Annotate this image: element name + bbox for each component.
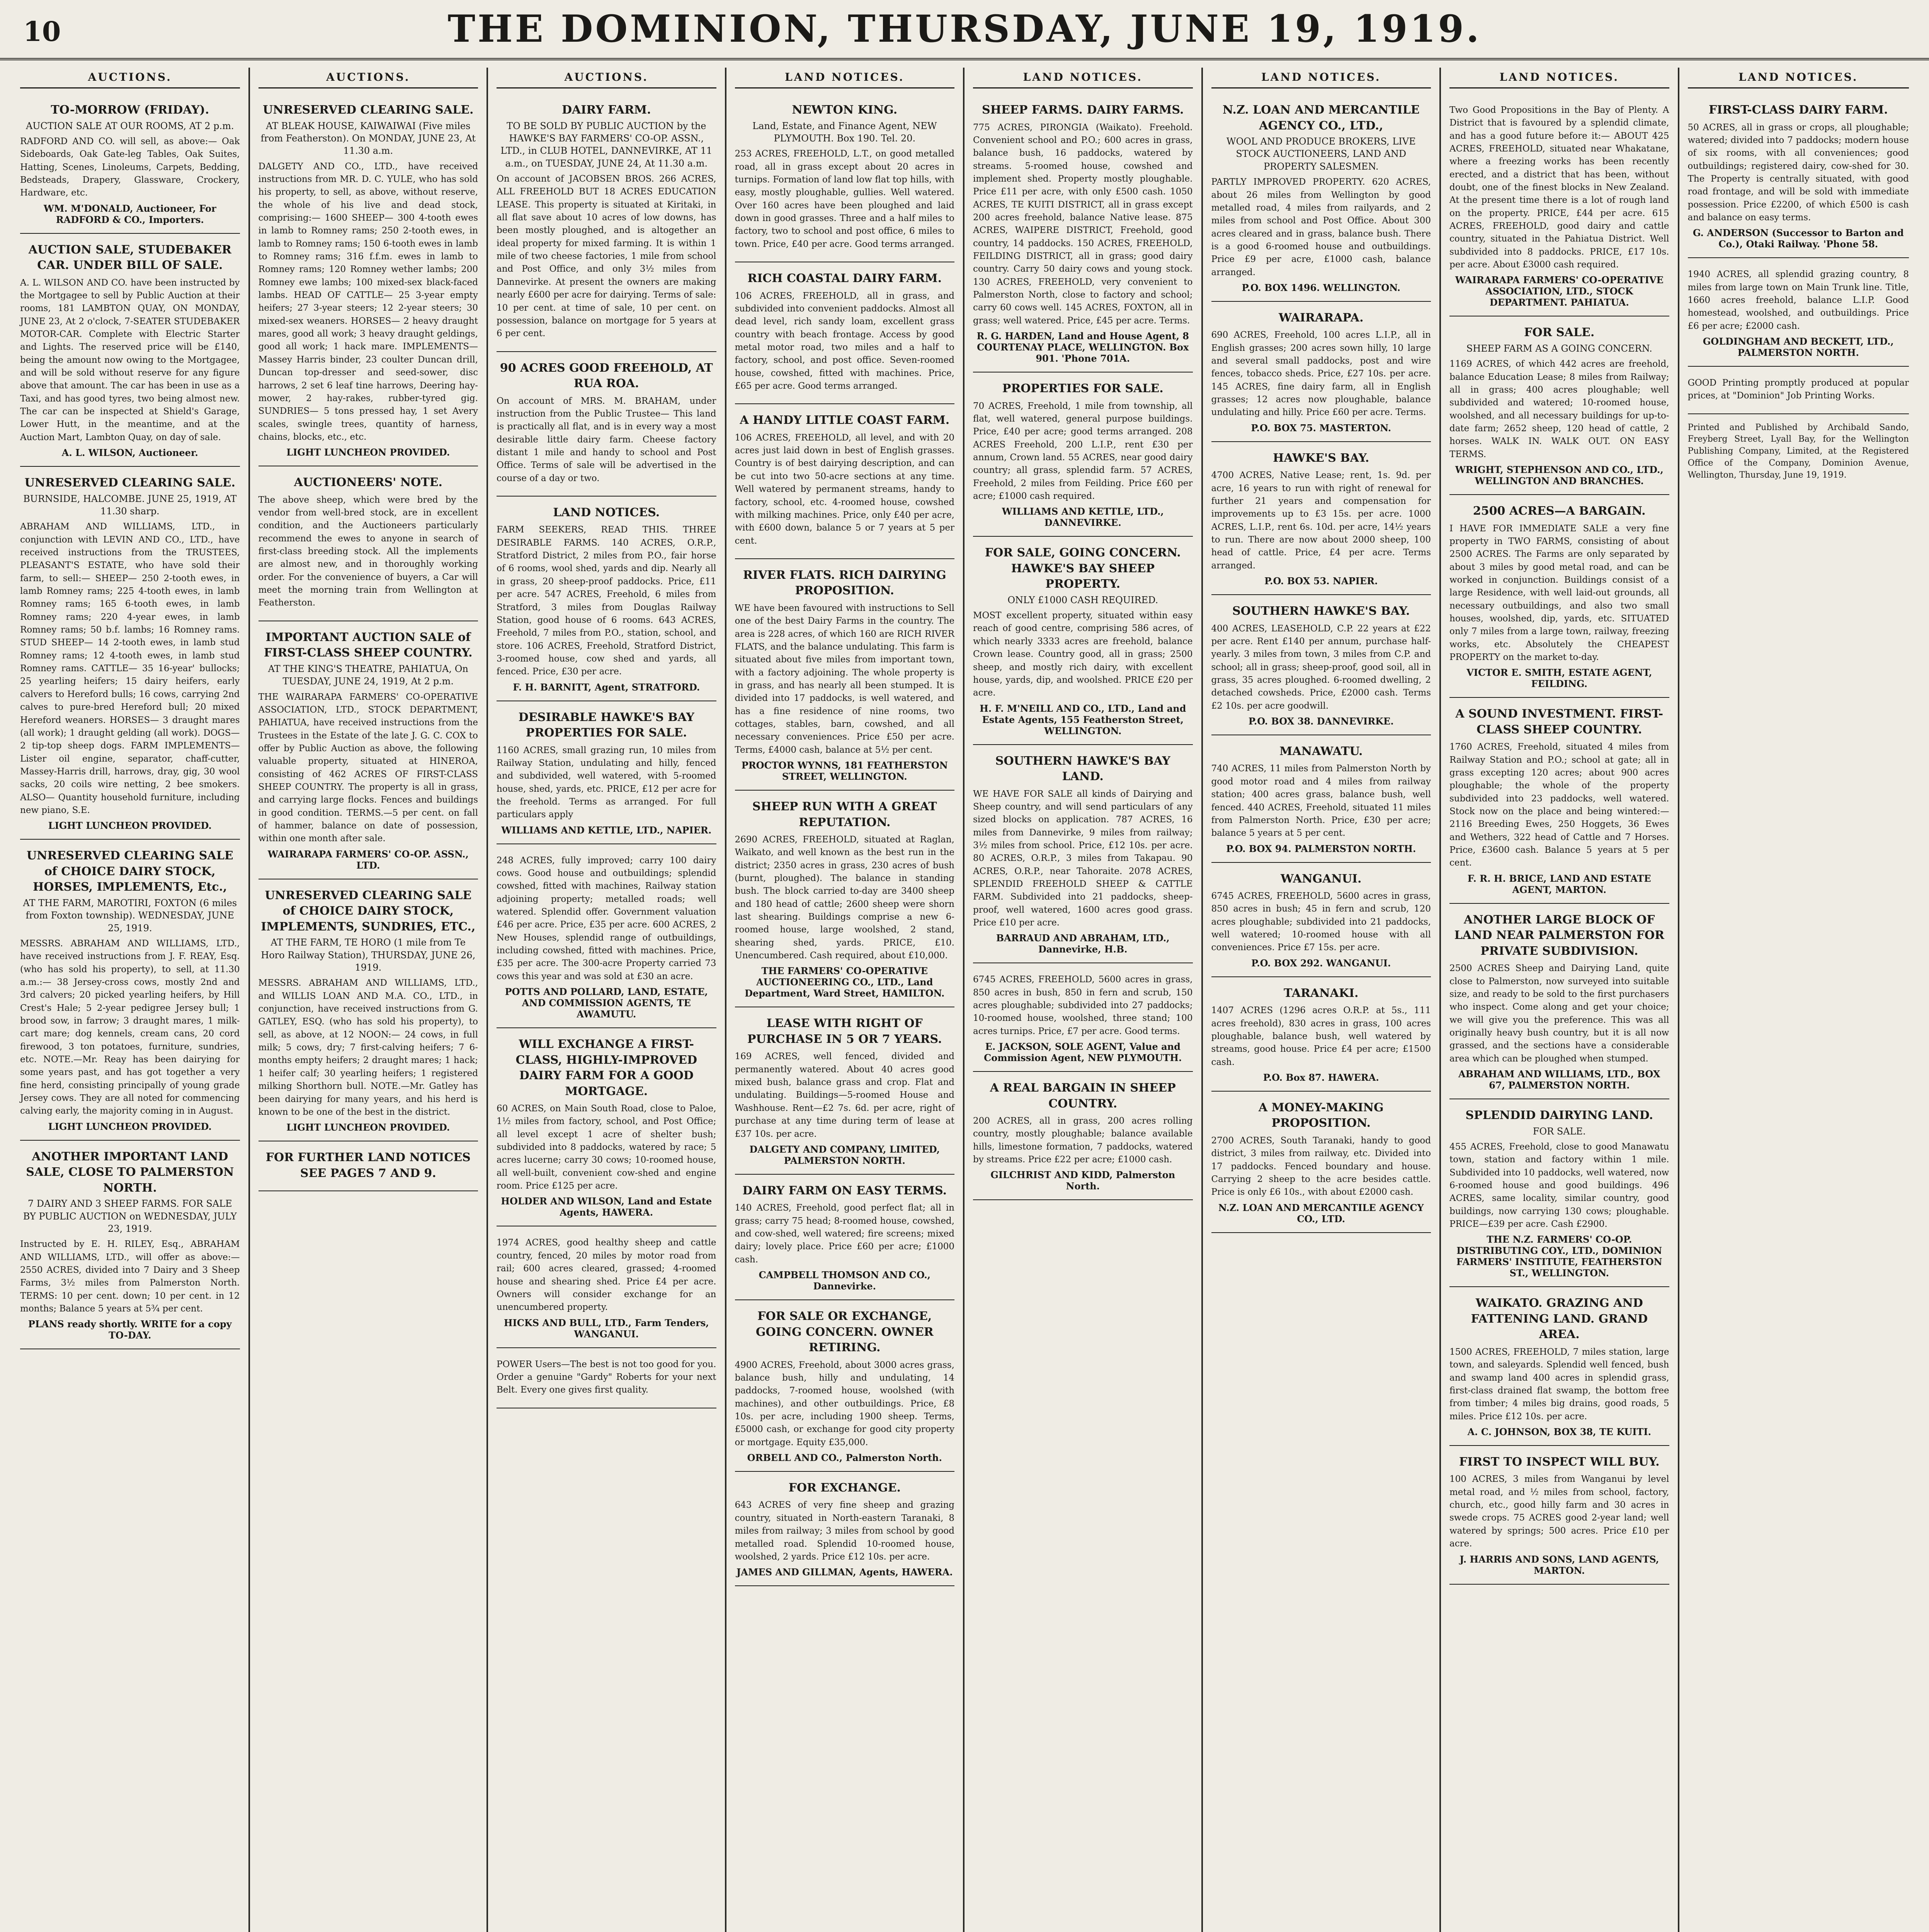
ad-signature: DALGETY AND COMPANY, LIMITED, PALMERSTON NORTH. (749, 1143, 940, 1166)
ad-body-text: THE WAIRARAPA FARMERS' CO-OPERATIVE ASSOCIATION, LTD., STOCK DEPARTMENT, PAHIATUA, have received instructions from the Trustees in the Estate of the late J. G. C. COX to offer by Public Auction as above, the following valuable property, situated at HINEROA, consisting of 462 ACRES OF FIRST-CLASS SHEEP COUNTRY. The property is all in grass, and carrying large flocks. Fences and buildings in good condition. TERMS.—5 per cent. on fall of hammer, balance on date of possession, within one month after sale. (258, 692, 478, 844)
ad-body-text: POWER Users—The best is not too good for you. Order a genuine "Gardy" Roberts for your next Belt. Every one gives first quality. (497, 1359, 716, 1395)
ad-signature: VICTOR E. SMITH, ESTATE AGENT, FEILDING. (1466, 667, 1652, 690)
ad-body-text: 643 ACRES of very fine sheep and grazing country, situated in North-eastern Taranaki, 8 miles from railway; 3 miles from school by good metalled road. Splendid 10-roomed house, woolshed, 2 yards. Price £12 10s. per acre. (735, 1500, 954, 1562)
ad-headline: A REAL BARGAIN IN SHEEP COUNTRY. (990, 1081, 1176, 1111)
ad-subheading: FOR SALE. (1533, 1126, 1586, 1137)
advertisement (20, 234, 240, 467)
ad-headline: WAIKATO. GRAZING AND FATTENING LAND. GRAND AREA. (1471, 1296, 1648, 1342)
ad-signature: ORBELL AND CO., Palmerston North. (747, 1452, 942, 1463)
ad-headline: A SOUND INVESTMENT. FIRST-CLASS SHEEP COUNTRY. (1455, 707, 1664, 736)
advertisement (973, 537, 1193, 745)
ad-signature: F. R. H. BRICE, LAND AND ESTATE AGENT, MARTON. (1467, 872, 1651, 895)
ad-headline: FOR EXCHANGE. (788, 1481, 901, 1495)
ad-body-text: 100 ACRES, 3 miles from Wanganui by level metal road, and ½ miles from school, factory, church, etc., good hilly farm and 30 acres in swede crops. 75 ACRES good 2-year land; well watered by springs; 500 acres. Price £10 per acre. (1449, 1474, 1669, 1549)
ad-body-text: MOST excellent property, situated within easy reach of good centre, comprising 586 acres, of which nearly 3333 acres are freehold, balance Crown lease. Country good, all in grass; 2500 sheep, and mostly rich dairy, with excellent house, yards, dip, and woolshed. PRICE £20 per acre. (973, 611, 1193, 698)
ad-headline: AUCTIONEERS' NOTE. (294, 476, 442, 490)
ad-body-text: On account of MRS. M. BRAHAM, under instruction from the Public Trustee— This land is practically all flat, and is in every way a most desirable little dairy farm. Cheese factory distant 1 mile and handy to school and Post Office. Terms of sale will be advertised in the course of a day or two. (497, 396, 716, 483)
ad-signature: WRIGHT, STEPHENSON AND CO., LTD., WELLINGTON AND BRANCHES. (1455, 464, 1664, 487)
advertisement (735, 791, 955, 1007)
ad-headline: SOUTHERN HAWKE'S BAY. (1232, 604, 1410, 618)
ad-signature: LIGHT LUNCHEON PROVIDED. (48, 820, 212, 832)
ad-signature: CAMPBELL THOMSON AND CO., Dannevirke. (759, 1269, 931, 1292)
advertisement (1449, 1287, 1669, 1446)
ad-body-text: 70 ACRES, Freehold, 1 mile from township, all flat, well watered, general purpose buildings. Price, £40 per acre; good terms arranged. 208 ACRES Freehold, 200 L.I.P., rent £30 per annum, Crown land. 55 ACRES, near good dairy country; all grass, splendid farm. 57 ACRES, Freehold, 2 miles from Feilding. Price £60 per acre; £1000 cash required. (973, 401, 1193, 501)
advertisement (1688, 94, 1909, 258)
advertisement (1449, 1446, 1669, 1585)
advertisement (1449, 698, 1669, 903)
ad-headline: TARANAKI. (1284, 986, 1359, 1000)
ad-headline: FOR SALE, GOING CONCERN. HAWKE'S BAY SHEEP PROPERTY. (985, 546, 1181, 591)
ad-body-text: GOOD Printing promptly produced at popular prices, at "Dominion" Job Printing Works. (1687, 378, 1909, 401)
advertisement (20, 1141, 240, 1350)
ad-signature: WM. M'DONALD, Auctioneer, For RADFORD & CO., Importers. (43, 202, 216, 225)
ad-headline: MANAWATU. (1279, 744, 1363, 758)
advertisement (1211, 302, 1431, 442)
ad-body-text: 455 ACRES, Freehold, close to good Manawatu town, station and factory within 1 mile. Subdivided into 10 paddocks, well watered, now 6-roomed house and good buildings. 496 ACRES, same locality, similar country, good buildings, now carrying 130 cows; ploughable. PRICE—£39 per acre. Cash £2900. (1449, 1141, 1669, 1230)
ad-body-text: FARM SEEKERS, READ THIS. THREE DESIRABLE FARMS. 140 ACRES, O.R.P., Stratford District, 2 miles from P.O., fair horse of 6 rooms, wool shed, yards and dip. Nearly all in grass, 20 sheep-proof paddocks. Price, £11 per acre. 547 ACRES, Freehold, 6 miles from Stratford, 3 miles from Douglas Railway Station, good house of 6 rooms. 643 ACRES, Freehold, 7 miles from P.O., station, school, and store. 106 ACRES, Freehold, Stratford District, 3-roomed house, cow shed and yards, all fenced. Price, £30 per acre. (497, 525, 716, 677)
ad-headline: ANOTHER LARGE BLOCK OF LAND NEAR PALMERSTON FOR PRIVATE SUBDIVISION. (1454, 913, 1664, 958)
ad-subheading: AT THE KING'S THEATRE, PAHIATUA, On TUESDAY, JUNE 24, 1919, At 2 p.m. (268, 663, 468, 687)
ad-signature: F. H. BARNITT, Agent, STRATFORD. (513, 681, 700, 693)
column-heading: AUCTIONS. (259, 68, 478, 88)
ad-headline: UNRESERVED CLEARING SALE of CHOICE DAIRY STOCK, IMPLEMENTS, SUNDRIES, ETC., (261, 888, 476, 934)
ad-signature: E. JACKSON, SOLE AGENT, Value and Commission Agent, NEW PLYMOUTH. (984, 1041, 1182, 1064)
ad-headline: DAIRY FARM. (561, 103, 651, 117)
ad-headline: FIRST-CLASS DAIRY FARM. (1708, 103, 1888, 117)
ad-headline: SHEEP FARMS. DAIRY FARMS. (982, 103, 1184, 117)
advertisement (735, 262, 955, 404)
ad-headline: SOUTHERN HAWKE'S BAY LAND. (995, 754, 1170, 784)
advertisement (1211, 1092, 1431, 1233)
ad-signature: G. ANDERSON (Successor to Barton and Co.), Otaki Railway. 'Phone 58. (1693, 227, 1904, 250)
ad-subheading: ONLY £1000 CASH REQUIRED. (1007, 594, 1158, 605)
ad-headline: PROPERTIES FOR SALE. (1002, 382, 1164, 395)
ad-body-text: 1760 ACRES, Freehold, situated 4 miles from Railway Station and P.O.; school at gate; all in grass excepting 120 acres; about 900 acres ploughable; the whole of the property subdivided into 23 paddocks, well watered. Stock now on the place and being wintered:— 2116 Breeding Ewes, 250 Hoggets, 36 Ewes and Wethers, 322 head of Cattle and 7 Horses. Price, £3600 cash. Balance 5 years at 5 per cent. (1449, 742, 1669, 868)
ad-signature: HOLDER AND WILSON, Land and Estate Agents, HAWERA. (501, 1196, 712, 1218)
ad-headline: TO-MORROW (FRIDAY). (51, 103, 209, 117)
advertisement (1449, 904, 1669, 1099)
ad-headline: 90 ACRES GOOD FREEHOLD, AT RUA ROA. (500, 361, 713, 391)
ad-body-text: MESSRS. ABRAHAM AND WILLIAMS, LTD., and WILLIS LOAN AND M.A. CO., LTD., in conjunction, have received instructions from G. GATLEY, ESQ. (who has sold his property), to sell, as above, at 12 NOON:— 24 cows, in full milk; 5 cows, dry; 7 first-calving heifers; 7 6-months empty heifers; 2 draught mares; 1 hack; 1 heifer calf; 30 yearling heifers; 1 registered milking Shorthorn bull. NOTE.—Mr. Gatley has been dairying for many years, and his herd is known to be one of the best in the district. (258, 978, 478, 1117)
ad-headline: UNRESERVED CLEARING SALE. (263, 103, 474, 117)
ad-body-text: 106 ACRES, FREEHOLD, all in grass, and subdivided into convenient paddocks. Almost all dead level, rich sandy loam, excellent grass country with beach frontage. Access by good metal motor road, two miles and a half to factory, school, and post office. Seven-roomed house, cowshed, fitted with machines. Price, £65 per acre. Good terms arranged. (735, 291, 954, 391)
ad-signature: THE N.Z. FARMERS' CO-OP. DISTRIBUTING COY., LTD., DOMINION FARMERS' INSTITUTE, FEATHERSTON ST., WELLINGTON. (1456, 1234, 1662, 1279)
column-6 (1203, 68, 1441, 1932)
ad-body-text: 6745 ACRES, FREEHOLD, 5600 acres in grass, 850 acres in bush, 850 in fern and scrub, 150 acres ploughable; subdivided into 27 paddocks; 10-roomed house, woolshed, three stand; 100 acres turnips. Price, £7 per acre. Good terms. (973, 975, 1193, 1036)
ad-signature: WAIRARAPA FARMERS' CO-OP. ASSN., LTD. (267, 848, 469, 871)
ad-signature: P.O. Box 87. HAWERA. (1263, 1071, 1379, 1083)
ad-signature: BARRAUD AND ABRAHAM, LTD., Dannevirke, H.B. (996, 932, 1170, 955)
ad-signature: P.O. BOX 75. MASTERTON. (1251, 422, 1391, 434)
ad-signature: HICKS AND BULL, LTD., Farm Tenders, WANGANUI. (504, 1317, 709, 1340)
advertisement (259, 466, 478, 621)
ad-signature: LIGHT LUNCHEON PROVIDED. (286, 1122, 450, 1133)
ad-signature: P.O. BOX 94. PALMERSTON NORTH. (1226, 843, 1416, 854)
advertisement (1211, 863, 1431, 977)
column-7 (1441, 68, 1679, 1932)
ad-headline: 2500 ACRES—A BARGAIN. (1473, 504, 1646, 518)
ad-signature: WAIRARAPA FARMERS' CO-OPERATIVE ASSOCIATION, LTD., STOCK DEPARTMENT. PAHIATUA. (1455, 274, 1664, 308)
advertisement (1449, 94, 1669, 316)
page-number: 10 (23, 15, 61, 48)
ad-body-text: 400 ACRES, LEASEHOLD, C.P. 22 years at £22 per acre. Rent £140 per annum, purchase half-yearly. 3 miles from town, 3 miles from C.P. and school; all in grass; sheep-proof, good soil, all in grass, 35 acres ploughed. 6-roomed dwelling, 2 detached cowsheds. Price, £2000 cash. Terms £2 10s. per acre goodwill. (1211, 623, 1431, 711)
ad-signature: PROCTOR WYNNS, 181 FEATHERSTON STREET, WELLINGTON. (741, 760, 948, 782)
column-1 (12, 68, 250, 1932)
advertisement (735, 1472, 955, 1586)
advertisement (973, 745, 1193, 964)
ad-subheading: SHEEP FARM AS A GOING CONCERN. (1466, 343, 1652, 354)
advertisement (1688, 258, 1909, 367)
advertisement (497, 701, 716, 844)
ad-signature: N.Z. LOAN AND MERCANTILE AGENCY CO., LTD. (1218, 1202, 1424, 1225)
advertisement (735, 559, 955, 791)
ad-signature: A. C. JOHNSON, BOX 38, TE KUITI. (1467, 1426, 1651, 1437)
advertisement (497, 1028, 716, 1226)
ad-headline: WAIRARAPA. (1278, 311, 1364, 325)
advertisement (973, 372, 1193, 537)
ad-body-text: Instructed by E. H. RILEY, Esq., ABRAHAM AND WILLIAMS, LTD., will offer as above:— 2550 ACRES, divided into 7 Dairy and 3 Sheep Farms, 3½ miles from Palmerston North. TERMS: 10 per cent. down; 10 per cent. in 12 months; Balance 5 years at 5¾ per cent. (20, 1239, 240, 1314)
advertisement (1211, 977, 1431, 1092)
ad-headline: ANOTHER IMPORTANT LAND SALE, CLOSE TO PALMERSTON NORTH. (26, 1150, 234, 1195)
ad-body-text: 60 ACRES, on Main South Road, close to Paloe, 1½ miles from factory, school, and Post Office; all level except 1 acre of shelter bush; subdivided into 8 paddocks, watered by race; 5 acres lucerne; carry 30 cows; 10-roomed house, all well-built, convenient cow-shed and engine room. Price £125 per acre. (497, 1104, 716, 1191)
ad-signature: P.O. BOX 38. DANNEVIRKE. (1248, 715, 1394, 727)
advertisement (497, 1226, 716, 1348)
ad-body-text: The above sheep, which were bred by the vendor from well-bred stock, are in excellent condition, and the Auctioneers particularly recommend the ewes to anyone in search of first-class breeding stock. All the implements are almost new, and in thoroughly working order. For the convenience of buyers, a Car will meet the morning train from Wellington at Featherston. (258, 495, 478, 608)
ad-body-text: 1407 ACRES (1296 acres O.R.P. at 5s., 111 acres freehold), 830 acres in grass, 100 acres ploughable, balance bush, well watered by streams, good house. Price £4 per acre; £1500 cash. (1211, 1005, 1431, 1067)
ad-subheading: AUCTION SALE AT OUR ROOMS, AT 2 p.m. (26, 120, 234, 131)
column-heading: AUCTIONS. (497, 68, 716, 88)
column-3 (488, 68, 726, 1932)
ad-headline: SPLENDID DAIRYING LAND. (1465, 1109, 1653, 1122)
advertisement (1688, 367, 1909, 414)
masthead (0, 0, 1929, 60)
ad-headline: AUCTION SALE, STUDEBAKER CAR. UNDER BILL OF SALE. (28, 243, 231, 272)
advertisement (497, 352, 716, 497)
ad-body-text: 1940 ACRES, all splendid grazing country, 8 miles from large town on Main Trunk line. Title, 1660 acres freehold, balance L.I.P. Good homestead, woolshed, and outbuildings. Price £6 per acre; £2000 cash. (1687, 269, 1909, 331)
column-heading: LAND NOTICES. (1211, 68, 1431, 88)
ad-signature: WILLIAMS AND KETTLE, LTD., DANNEVIRKE. (1002, 506, 1164, 529)
column-heading: LAND NOTICES. (735, 68, 955, 88)
ad-subheading: AT BLEAK HOUSE, KAIWAIWAI (Five miles from Featherston). On MONDAY, JUNE 23, At 11.30 a.m. (260, 120, 476, 156)
ad-body-text: 2690 ACRES, FREEHOLD, situated at Raglan, Waikato, and well known as the best run in the district; 2350 acres in grass, 230 acres of bush (burnt, ploughed). The balance in standing bush. The block carried to-day are 3400 sheep and 180 head of cattle; 2600 sheep were shorn last shearing. Buildings comprise a new 6-roomed house, large woolshed, 2 stand, shearing shed, yards. PRICE, £10. Unencumbered. Cash required, about £10,000. (735, 835, 954, 961)
ad-subheading: AT THE FARM, MAROTIRI, FOXTON (6 miles from Foxton township). WEDNESDAY, JUNE 25, 1919. (23, 897, 237, 934)
ad-headline: UNRESERVED CLEARING SALE of CHOICE DAIRY STOCK, HORSES, IMPLEMENTS, Etc., (26, 849, 233, 894)
ad-headline: FIRST TO INSPECT WILL BUY. (1459, 1455, 1660, 1469)
columns-container (12, 68, 1917, 1932)
ad-subheading: BURNSIDE, HALCOMBE. JUNE 25, 1919, AT 11.30 sharp. (23, 493, 237, 517)
advertisement (497, 94, 716, 352)
ad-headline: RIVER FLATS. RICH DAIRYING PROPOSITION. (743, 568, 946, 598)
advertisement (259, 621, 478, 879)
ad-signature: ABRAHAM AND WILLIAMS, LTD., BOX 67, PALMERSTON NORTH. (1458, 1068, 1660, 1091)
ad-body-text: DALGETY AND CO., LTD., have received instructions from MR. D. C. YULE, who has sold his property, to sell, as above, without reserve, the whole of his live and dead stock, comprising:— 1600 SHEEP— 300 4-tooth ewes in lamb to Romney rams; 250 2-tooth ewes, in lamb to Romney rams; 150 6-tooth ewes in lamb to Romney rams; 316 f.f.m. ewes in lamb to Romney rams; 120 Romney wether lambs; 200 Romney ewe lambs; 100 mixed-sex black-faced lambs. HEAD OF CATTLE— 25 3-year empty heifers; 27 3-year steers; 12 2-year steers; 30 mixed-sex weaners. HORSES— 2 heavy draught mares, good all work; 3 heavy draught geldings, good all work; 1 hack mare. IMPLEMENTS— Massey Harris binder, 23 coulter Duncan drill, Duncan top-dresser and seed-sower, disc harrows, 2 set 6 leaf tine harrows, Deering hay-mower, 2 hay-rakes, rubber-tyred gig. SUNDRIES— 5 tons pressed hay, 1 set Avery scales, swingle trees, quantity of harness, chains, blocks, etc., etc. (258, 161, 478, 442)
ad-body-text: On account of JACOBSEN BROS. 266 ACRES, ALL FREEHOLD BUT 18 ACRES EDUCATION LEASE. This property is situated at Kiritaki, in all flat save about 10 acres of low downs, has been mostly ploughed, and is altogether an ideal property for mixed farming. It is within 1 mile of two cheese factories, 1 mile from school and Post Office, and only 3½ miles from Dannevirke. At present the owners are making nearly £600 per acre for dairying. Terms of sale: 10 per cent. at time of sale, 10 per cent. on possession, balance on mortgage for 5 years at 6 per cent. (497, 174, 716, 339)
ad-body-text: 775 ACRES, PIRONGIA (Waikato). Freehold. Convenient school and P.O.; 600 acres in grass, balance bush, 16 paddocks, watered by streams. 5-roomed house, cowshed and implement shed. Property mostly ploughable. Price £11 per acre, with only £500 cash. 1050 ACRES, TE KUITI DISTRICT, all in grass except 200 acres freehold, balance Native lease. 875 ACRES, WAIPERE DISTRICT, Freehold, good country, 14 paddocks. 150 ACRES, FREEHOLD, FEILDING DISTRICT, all in grass; good dairy country. Carry 50 dairy cows and young stock. 130 ACRES, FREEHOLD, very convenient to Palmerston North, close to factory and school; carry 60 cows well. 145 ACRES, FOXTON, all in grass; well watered. Price, £45 per acre. Terms. (973, 122, 1193, 326)
ad-headline: IMPORTANT AUCTION SALE of FIRST-CLASS SHEEP COUNTRY. (264, 630, 473, 660)
advertisement (1211, 735, 1431, 863)
ad-subheading: AT THE FARM, TE HORO (1 mile from Te Horo Railway Station), THURSDAY, JUNE 26, 1919. (261, 937, 476, 973)
ad-signature: POTTS AND POLLARD, LAND, ESTATE, AND COMMISSION AGENTS, TE AWAMUTU. (505, 986, 708, 1020)
ad-body-text: 1169 ACRES, of which 442 acres are freehold, balance Education Lease; 8 miles from Railway; all in grass; 400 acres ploughable; well subdivided and watered; 10-roomed house, woolshed, and all necessary buildings for up-to-date farm; 2652 sheep, 120 head of cattle, 2 horses. WALK IN. WALK OUT. ON EASY TERMS. (1449, 359, 1669, 459)
ad-subheading: 7 DAIRY AND 3 SHEEP FARMS. FOR SALE BY PUBLIC AUCTION on WEDNESDAY, JULY 23, 1919. (23, 1198, 237, 1235)
advertisement (497, 1348, 716, 1408)
ad-headline: HAWKE'S BAY. (1273, 451, 1369, 465)
ad-body-text: PARTLY IMPROVED PROPERTY. 620 ACRES, about 26 miles from Wellington by good metalled road, 4 miles from railyards, and 2 miles from school and Post Office. About 300 acres cleared and in grass, balance bush. There is a good 6-roomed house and outbuildings. Price £9 per acre, £1000 cash, balance arranged. (1211, 177, 1431, 277)
advertisement (735, 404, 955, 559)
ad-headline: DESIRABLE HAWKE'S BAY PROPERTIES FOR SALE. (518, 710, 694, 740)
ad-headline: SHEEP RUN WITH A GREAT REPUTATION. (752, 800, 937, 829)
column-heading: AUCTIONS. (20, 68, 240, 88)
ad-subheading: TO BE SOLD BY PUBLIC AUCTION by the HAWKE'S BAY FARMERS' CO-OP. ASSN., LTD., in CLUB HOTEL, DANNEVIRKE, AT 11 a.m., on TUESDAY, JUNE 24, At 11.30 a.m. (500, 120, 713, 169)
ad-body-text: 4700 ACRES, Native Lease; rent, 1s. 9d. per acre, 16 years to run with right of renewal for further 21 years and compensation for improvements up to £3 15s. per acre. 1000 ACRES, L.I.P., rent 6s. 10d. per acre, 14½ years to run. There are now about 2000 sheep, 100 head of cattle. Price, £4 per acre. Terms arranged. (1211, 470, 1431, 571)
advertisement (259, 94, 478, 466)
ad-body-text: 253 ACRES, FREEHOLD, L.T., on good metalled road, all in grass except about 20 acres in turnips. Formation of land low flat top hills, with easy, mostly ploughable, gullies. Well watered. Over 160 acres have been ploughed and laid down in good grasses. Three and a half miles to factory, two to school and post office, 6 miles to town. Price, £40 per acre. Good terms arranged. (735, 149, 954, 249)
advertisement (20, 467, 240, 840)
ad-signature: GOLDINGHAM AND BECKETT, LTD., PALMERSTON NORTH. (1703, 335, 1894, 358)
advertisement (497, 497, 716, 701)
advertisement (20, 94, 240, 234)
advertisement (735, 1175, 955, 1300)
ad-headline: RICH COASTAL DAIRY FARM. (747, 272, 942, 286)
advertisement (1449, 316, 1669, 495)
advertisement (497, 844, 716, 1028)
ad-body-text: 200 ACRES, all in grass, 200 acres rolling country, mostly ploughable; balance available hills, limestone formation, 7 paddocks, watered by streams. Price £22 per acre; £1000 cash. (973, 1116, 1193, 1165)
ad-headline: A HANDY LITTLE COAST FARM. (740, 413, 950, 427)
ad-headline: A MONEY-MAKING PROPOSITION. (1258, 1100, 1384, 1130)
ad-headline: LEASE WITH RIGHT OF PURCHASE IN 5 OR 7 YEARS. (747, 1017, 942, 1046)
advertisement (20, 840, 240, 1140)
ad-body-text: WE HAVE FOR SALE all kinds of Dairying and Sheep country, and will send particulars of any sized blocks on application. 787 ACRES, 16 miles from Dannevirke, 9 miles from railway; 3½ miles from school. Price, £12 10s. per acre. 80 ACRES, O.R.P., 3 miles from Takapau. 90 ACRES, O.R.P., near Tahoraite. 2078 ACRES, SPLENDID FREEHOLD SHEEP & CATTLE FARM. Subdivided into 21 paddocks, sheep-proof, well watered, 1600 acres good grass. Price £10 per acre. (973, 789, 1193, 928)
ad-body-text: 1160 ACRES, small grazing run, 10 miles from Railway Station, undulating and hilly, fenced and subdivided, well watered, with 5-roomed house, shed, yards, etc. PRICE, £12 per acre for the freehold. Terms as arranged. For full particulars apply (497, 745, 716, 820)
ad-signature: P.O. BOX 292. WANGANUI. (1251, 957, 1391, 969)
column-heading: LAND NOTICES. (1449, 68, 1669, 88)
ad-body-text: WE have been favoured with instructions to Sell one of the best Dairy Farms in the country. The area is 228 acres, of which 160 are RICH RIVER FLATS, and the balance undulating. This farm is situated about five miles from important town, with a factory adjoining. The whole property is in grass, and has nearly all been stumped. It is divided into 17 paddocks, is well watered, and has a fine residence of nine rooms, two cottages, stables, barn, cowshed, and all necessary conveniences. Price £50 per acre. Terms, £4000 cash, balance at 5½ per cent. (735, 603, 954, 755)
advertisement (735, 1300, 955, 1472)
column-heading: LAND NOTICES. (973, 68, 1193, 88)
ad-signature: JAMES AND GILLMAN, Agents, HAWERA. (736, 1566, 953, 1578)
ad-headline: N.Z. LOAN AND MERCANTILE AGENCY CO., LTD., (1222, 103, 1420, 133)
ad-headline: FOR FURTHER LAND NOTICES SEE PAGES 7 AND 9. (265, 1151, 471, 1180)
ad-body-text: 690 ACRES, Freehold, 100 acres L.I.P., all in English grasses; 200 acres sown hilly, 10 large and several small paddocks, post and wire fences, tobacco sheds. Price, £27 10s. per acre. 145 ACRES, fine dairy farm, all in English grasses; 12 acres now ploughable, balance undulating and hilly. Price £60 per acre. Terms. (1211, 330, 1431, 418)
advertisement (973, 1072, 1193, 1200)
ad-body-text: 1500 ACRES, FREEHOLD, 7 miles station, large town, and saleyards. Splendid well fenced, bush and swamp land 400 acres in splendid grass, first-class drained flat swamp, the bottom free from timber; 4 miles big drains, good roads, 5 miles. Price £12 10s. per acre. (1449, 1347, 1669, 1422)
column-5 (964, 68, 1203, 1932)
ad-body-text: 2700 ACRES, South Taranaki, handy to good district, 3 miles from railway, etc. Divided into 17 paddocks. Fenced boundary and house. Carrying 2 sheep to the acre besides cattle. Price is only £6 10s., with about £2000 cash. (1211, 1135, 1431, 1197)
ad-headline: NEWTON KING. (792, 103, 898, 117)
ad-headline: UNRESERVED CLEARING SALE. (24, 476, 235, 490)
ad-signature: A. L. WILSON, Auctioneer. (61, 447, 198, 459)
column-4 (726, 68, 965, 1932)
ad-body-text: 248 ACRES, fully improved; carry 100 dairy cows. Good house and outbuildings; splendid cowshed, fitted with machines, Railway station adjoining property; metalled roads; well watered. Splendid offer. Government valuation £46 per acre. Price, £35 per acre. 600 ACRES, 2 New Houses, splendid range of outbuildings, including cowshed, fitted with machines. Price, £35 per acre. The 300-acre Property carried 73 cows this year and was sold at £30 an acre. (497, 855, 716, 981)
ad-body-text: MESSRS. ABRAHAM AND WILLIAMS, LTD., have received instructions from J. F. REAY, Esq. (who has sold his property), to sell, at 11.30 a.m.:— 38 Jersey-cross cows, mostly 2nd and 3rd calvers; 20 picked yearling heifers, by Hill Crest's Hale; 5 2-year pedigree Jersey bull; 1 brood sow, in farrow; 3 draught mares, 1 milk-cart mare; dog kennels, cream cans, 20 cord firewood, 3 ton potatoes, furniture, sundries, etc. NOTE.—Mr. Reay has been dairying for some years past, and has got together a very fine herd, consisting principally of young grade Jersey cows. They are all noted for commencing calving early, the majority coming in in August. (20, 938, 240, 1116)
advertisement (735, 1007, 955, 1174)
advertisement (973, 963, 1193, 1072)
advertisement (1449, 495, 1669, 698)
ad-signature: H. F. M'NEILL AND CO., LTD., Land and Estate Agents, 155 Featherston Street, WELLINGTON. (980, 702, 1186, 736)
advertisement (735, 94, 955, 262)
ad-headline: FOR SALE OR EXCHANGE, GOING CONCERN. OWNER RETIRING. (755, 1310, 934, 1355)
newspaper-title: THE DOMINION, THURSDAY, JUNE 19, 1919. (447, 7, 1482, 51)
ad-body-text: I HAVE FOR IMMEDIATE SALE a very fine property in TWO FARMS, consisting of about 2500 ACRES. The Farms are only separated by about 3 miles by good metal road, and can be worked in conjunction. Buildings consist of a large Residence, with well laid-out grounds, all necessary outbuildings, and also two small houses, woolshed, dip, yards, etc. SITUATED only 7 miles from a large town, railway, freezing works, etc. Absolutely the CHEAPEST PROPERTY on the market to-day. (1449, 523, 1669, 663)
advertisement (259, 879, 478, 1141)
ad-body-text: 50 ACRES, all in grass or crops, all ploughable; watered; divided into 7 paddocks; modern house of six rooms, with all conveniences; good outbuildings; registered dairy, cow-shed for 30. The Property is centrally situated, with good road frontage, and will be sold with immediate possession. Price £2200, of which £500 is cash and balance on easy terms. (1687, 122, 1909, 223)
column-8 (1679, 68, 1918, 1932)
ad-signature: PLANS ready shortly. WRITE for a copy TO-DAY. (28, 1318, 232, 1341)
ad-headline: WANGANUI. (1281, 872, 1362, 886)
ad-subheading: Land, Estate, and Finance Agent, NEW PLYMOUTH. Box 190. Tel. 20. (752, 120, 937, 144)
ad-headline: LAND NOTICES. (553, 505, 660, 519)
ad-signature: P.O. BOX 1496. WELLINGTON. (1242, 282, 1401, 293)
column-heading: LAND NOTICES. (1688, 68, 1909, 88)
ad-body-text: Two Good Propositions in the Bay of Plenty. A District that is favoured by a splendid climate, and has a good future before it:— ABOUT 425 ACRES, FREEHOLD, situated near Whakatane, where a freezing works has been recently erected, and a district that has been, without doubt, one of the finest blocks in New Zealand. At the present time there is a lot of rough land on the property. PRICE, £44 per acre. 615 ACRES, FREEHOLD, good dairy and cattle country, situated in the Pahiatua District. Well subdivided into 8 paddocks. PRICE, £17 10s. per acre. About £3000 cash required. (1449, 105, 1669, 270)
ad-signature: GILCHRIST AND KIDD, Palmerston North. (990, 1169, 1175, 1192)
ad-body-text: 106 ACRES, FREEHOLD, all level, and with 20 acres just laid down in best of English grasses. Country is of best dairying description, and can be cut into two 50-acre sections at any time. Well watered by permanent streams, handy to factory, school, etc. 4-roomed house, cowshed with milking machines. Price, only £40 per acre, with £600 down, balance 5 or 7 years at 5 per cent. (735, 432, 954, 546)
ad-body-text: 140 ACRES, Freehold, good perfect flat; all in grass; carry 75 head; 8-roomed house, cowshed, and cow-shed, well watered; fire screens; mixed dairy; lovely place. Price £60 per acre; £1000 cash. (735, 1203, 954, 1265)
ad-headline: WILL EXCHANGE A FIRST-CLASS, HIGHLY-IMPROVED DAIRY FARM FOR A GOOD MORTGAGE. (515, 1037, 697, 1098)
ad-signature: LIGHT LUNCHEON PROVIDED. (286, 447, 450, 458)
advertisement (1449, 1099, 1669, 1287)
advertisement (1211, 442, 1431, 595)
advertisement (1211, 94, 1431, 302)
ad-body-text: 1974 ACRES, good healthy sheep and cattle country, fenced, 20 miles by motor road from rail; 600 acres cleared, grassed; 4-roomed house and shearing shed. Price £4 per acre. Owners will consider exchange for an unencumbered property. (497, 1238, 716, 1313)
ad-body-text: 2500 ACRES Sheep and Dairying Land, quite close to Palmerston, now surveyed into suitable size, and ready to be sold to the first purchasers who inspect. Come along and get your choice; we will give you the preference. This was all originally heavy bush country, but it is all now grassed, and the sections have a considerable area which can be ploughed when stumped. (1449, 963, 1669, 1064)
advertisement (1211, 595, 1431, 735)
ad-subheading: WOOL AND PRODUCE BROKERS, LIVE STOCK AUCTIONEERS, LAND AND PROPERTY SALESMEN. (1226, 136, 1416, 172)
ad-body-text: 6745 ACRES, FREEHOLD, 5600 acres in grass, 850 acres in bush; 45 in fern and scrub, 120 acres ploughable; subdivided into 21 paddocks, well watered; 10-roomed house with all conveniences. Price £7 15s. per acre. (1211, 891, 1431, 953)
ad-signature: R. G. HARDEN, Land and House Agent, 8 COURTENAY PLACE, WELLINGTON. Box 901. 'Phone 701A. (976, 330, 1189, 364)
ad-signature: WILLIAMS AND KETTLE, LTD., NAPIER. (501, 824, 712, 836)
advertisement (973, 94, 1193, 372)
ad-signature: P.O. BOX 53. NAPIER. (1264, 575, 1378, 587)
ad-body-text: 169 ACRES, well fenced, divided and permanently watered. About 40 acres good mixed bush, balance grass and crop. Flat and undulating. Buildings—5-roomed House and Washhouse. Rent—£2 7s. 6d. per acre, right of purchase at any time during term of lease at £37 10s. per acre. (735, 1051, 954, 1139)
ad-body-text: RADFORD AND CO. will sell, as above:— Oak Sideboards, Oak Gate-leg Tables, Oak Suites, Hatting, Scenes, Linoleums, Carpets, Bedding, Bedsteads, Drapery, Glassware, Crockery, Hardware, etc. (20, 136, 240, 198)
ad-headline: DAIRY FARM ON EASY TERMS. (742, 1184, 947, 1197)
ad-body-text: A. L. WILSON AND CO. have been instructed by the Mortgagee to sell by Public Auction at their rooms, 181 LAMBTON QUAY, ON MONDAY, JUNE 23, At 2 o'clock, 7-SEATER STUDEBAKER MOTOR-CAR. Complete with Electric Starter and Lights. The reserved price will be £140, being the amount now owing to the Mortgagee, and will be sold without reserve for any figure above that amount. The car has been in use as a Taxi, and has good tyres, two being almost new. The car can be inspected at Shield's Garage, Lower Hutt, in the meantime, and at the Auction Mart, Lambton Quay, on day of sale. (20, 277, 240, 442)
column-2 (250, 68, 488, 1932)
ad-signature: THE FARMERS' CO-OPERATIVE AUCTIONEERING CO., LTD., Land Department, Ward Street, HAMILTON. (745, 965, 945, 999)
ad-body-text: ABRAHAM AND WILLIAMS, LTD., in conjunction with LEVIN AND CO., LTD., have received instructions from the TRUSTEES, PLEASANT'S ESTATE, who have sold their farm, to sell:— SHEEP— 250 2-tooth ewes, in lamb Romney rams; 225 4-tooth ewes, in lamb Romney rams; 165 6-tooth ewes, in lamb Romney rams; 220 4-year ewes, in lamb Romney rams; 50 b.f. lambs; 16 Romney rams. STUD SHEEP— 14 2-tooth ewes, in lamb stud Romney rams; 12 4-tooth ewes, in lamb stud Romney rams. CATTLE— 35 16-year' bullocks; 25 yearling heifers; 15 dairy heifers, early calvers to Hereford bulls; 16 cows, carrying 2nd calves to pure-bred Hereford bull; 20 mixed Hereford weaners. HORSES— 3 draught mares (all work); 1 draught gelding (all work). DOGS— 2 tip-top sheep dogs. FARM IMPLEMENTS— Lister oil engine, separator, chaff-cutter, Massey-Harris drill, harrows, dray, gig, 30 wool sacks, 20 coils wire netting, 2 bee smokers. ALSO— Quantity household furniture, including new piano, S.E. (20, 522, 240, 815)
ad-signature: J. HARRIS AND SONS, LAND AGENTS, MARTON. (1460, 1553, 1659, 1576)
ad-headline: FOR SALE. (1524, 326, 1595, 340)
advertisement (259, 1141, 478, 1191)
printer-imprint: Printed and Published by Archibald Sando, Freyberg Street, Lyall Bay, for the Wellington Publishing Company, Limited, at the Registered Office of the Company, Dominion Avenue, Wellington, Thursday, June 19, 1919. (1687, 422, 1909, 480)
ad-body-text: 740 ACRES, 11 miles from Palmerston North by good motor road and 4 miles from railway station; 400 acres grass, balance bush, well fenced. 440 ACRES, Freehold, situated 11 miles from Palmerston North. Price, £30 per acre; balance 5 years at 5 per cent. (1211, 764, 1431, 838)
ad-body-text: 4900 ACRES, Freehold, about 3000 acres grass, balance bush, hilly and undulating, 14 paddocks, 7-roomed house, woolshed (with machines), and other outbuildings. Price, £8 10s. per acre, including 1900 sheep. Terms, £5000 cash, or exchange for good city property or mortgage. Equity £35,000. (735, 1360, 954, 1447)
ad-signature: LIGHT LUNCHEON PROVIDED. (48, 1121, 212, 1132)
